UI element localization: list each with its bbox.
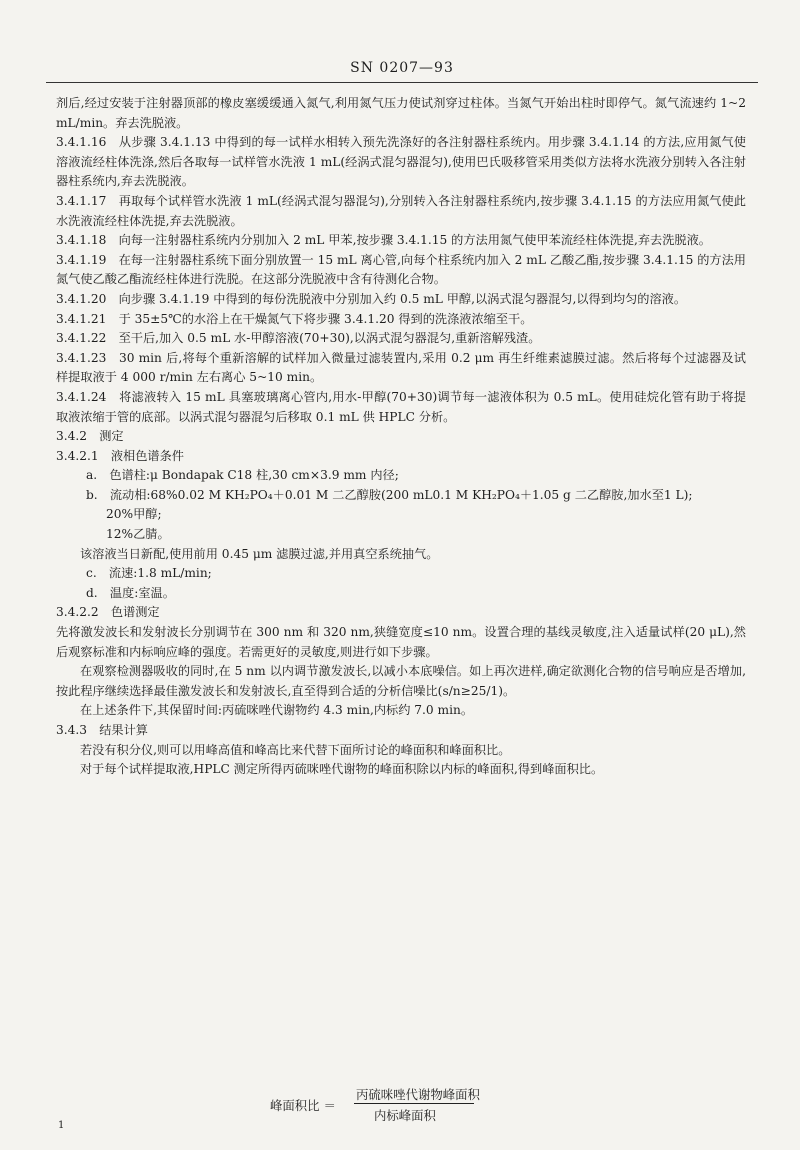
condition-item-d: d. 温度:室温。	[86, 585, 175, 600]
peak-area-ratio-formula	[270, 1085, 570, 1129]
condition-item-b-note: 该溶液当日新配,使用前用 0.45 μm 滤膜过滤,并用真空系统抽气。	[80, 546, 439, 561]
condition-item-a: a. 色谱柱:μ Bondapak C18 柱,30 cm×3.9 mm 内径;	[86, 468, 399, 483]
step-3-4-1-19: 3.4.1.19 在每一注射器柱系统下面分别放置一 15 mL 离心管,向每个柱系统内加入 2 mL 乙酸乙酯,按步骤 3.4.1.15 的方法用氮气使乙酸乙酯流经柱体进行洗脱。在这部分洗脱液中含有待测化合物。	[56, 252, 746, 287]
step-3-4-1-23: 3.4.1.23 30 min 后,将每个重新溶解的试样加入微量过滤装置内,采用 0.2 μm 再生纤维素滤膜过滤。然后将每个过滤器及试样提取液于 4 000 r/min 左右离心 5~10 min。	[56, 350, 746, 385]
calculation-paragraph: 若没有积分仪,则可以用峰高值和峰高比来代替下面所讨论的峰面积和峰面积比。	[80, 742, 511, 757]
condition-item-b-methanol: 20%甲醇;	[106, 507, 162, 522]
chromatography-paragraph: 在观察检测器吸收的同时,在 5 nm 以内调节激发波长,以减小本底噪信。如上再次进样,确定欲测化合物的信号响应是否增加,按此程序继续选择最佳激发波长和发射波长,直至得到合适的分析信噪比(s/n≥25/1)。	[56, 664, 746, 698]
calculation-paragraph: 对于每个试样提取液,HPLC 测定所得丙硫咪唑代谢物的峰面积除以内标的峰面积,得到峰面积比。	[80, 762, 604, 777]
section-heading-3-4-2: 3.4.2 测定	[56, 429, 124, 444]
section-heading-3-4-2-1: 3.4.2.1 液相色谱条件	[56, 448, 184, 463]
step-3-4-1-22: 3.4.1.22 至干后,加入 0.5 mL 水-甲醇溶液(70+30),以涡式混匀器混匀,重新溶解残渣。	[56, 331, 541, 346]
step-3-4-1-21: 3.4.1.21 于 35±5℃的水浴上在干燥氮气下将步骤 3.4.1.20 得到的洗涤液浓缩至干。	[56, 311, 533, 326]
page-number: 1	[58, 1120, 65, 1131]
header-rule	[46, 82, 758, 83]
formula-denominator: 内标峰面积	[374, 1108, 436, 1123]
condition-item-b-acetonitrile: 12%乙腈。	[106, 527, 170, 542]
section-heading-3-4-3: 3.4.3 结果计算	[56, 723, 148, 737]
document-body	[56, 94, 746, 780]
chromatography-paragraph: 先将激发波长和发射波长分别调节在 300 nm 和 320 nm,狭缝宽度≤10 nm。设置合理的基线灵敏度,注入适量试样(20 μL),然后观察标准和内标响应峰的强度。若需更好的灵敏度,则进行如下步骤。	[56, 625, 746, 659]
fraction-bar	[354, 1103, 474, 1104]
step-3-4-1-18: 3.4.1.18 向每一注射器柱系统内分别加入 2 mL 甲苯,按步骤 3.4.1.15 的方法用氮气使甲苯流经柱体洗提,弃去洗脱液。	[56, 233, 711, 248]
step-3-4-1-24: 3.4.1.24 将滤液转入 15 mL 具塞玻璃离心管内,用水-甲醇(70+30)调节每一滤液体积为 0.5 mL。使用硅烷化管有助于将提取液浓缩于管的底部。以涡式混匀器混匀后移取 0.1 mL 供 HPLC 分析。	[56, 389, 746, 424]
section-heading-3-4-2-2: 3.4.2.2 色谱测定	[56, 605, 160, 620]
condition-item-b: b. 流动相:68%0.02 M KH₂PO₄＋0.01 M 二乙醇胺(200 mL0.1 M KH₂PO₄＋1.05 g 二乙醇胺,加水至1 L);	[86, 487, 693, 502]
retention-time-paragraph: 在上述条件下,其保留时间:丙硫咪唑代谢物约 4.3 min,内标约 7.0 min。	[80, 703, 474, 718]
step-3-4-1-20: 3.4.1.20 向步骤 3.4.1.19 中得到的每份洗脱液中分别加入约 0.5 mL 甲醇,以涡式混匀器混匀,以得到均匀的溶液。	[56, 291, 687, 306]
page-header: SN 0207—93	[350, 60, 454, 76]
step-3-4-1-16: 3.4.1.16 从步骤 3.4.1.13 中得到的每一试样水相转入预先洗涤好的各注射器柱系统内。用步骤 3.4.1.14 的方法,应用氮气使溶液流经柱体洗涤,然后各取每一试样管水洗液 1 mL(经涡式混匀器混匀),使用巴氏吸移管采用类似方法将水洗液分别转入各注射器柱系统内,弃去洗脱液。	[56, 135, 746, 189]
paragraph: 剂后,经过安装于注射器顶部的橡皮塞缓缓通入氮气,利用氮气压力使试剂穿过柱体。当氮气开始出柱时即停气。氮气流速约 1~2 mL/min。弃去洗脱液。	[56, 96, 746, 130]
formula-lhs: 峰面积比 ＝	[270, 1098, 336, 1113]
condition-item-c: c. 流速:1.8 mL/min;	[86, 566, 212, 581]
step-3-4-1-17: 3.4.1.17 再取每个试样管水洗液 1 mL(经涡式混匀器混匀),分别转入各注射器柱系统内,按步骤 3.4.1.15 的方法应用氮气使此水洗液流经柱体洗提,弃去洗脱液。	[56, 193, 746, 228]
formula-numerator: 丙硫咪唑代谢物峰面积	[356, 1087, 480, 1102]
